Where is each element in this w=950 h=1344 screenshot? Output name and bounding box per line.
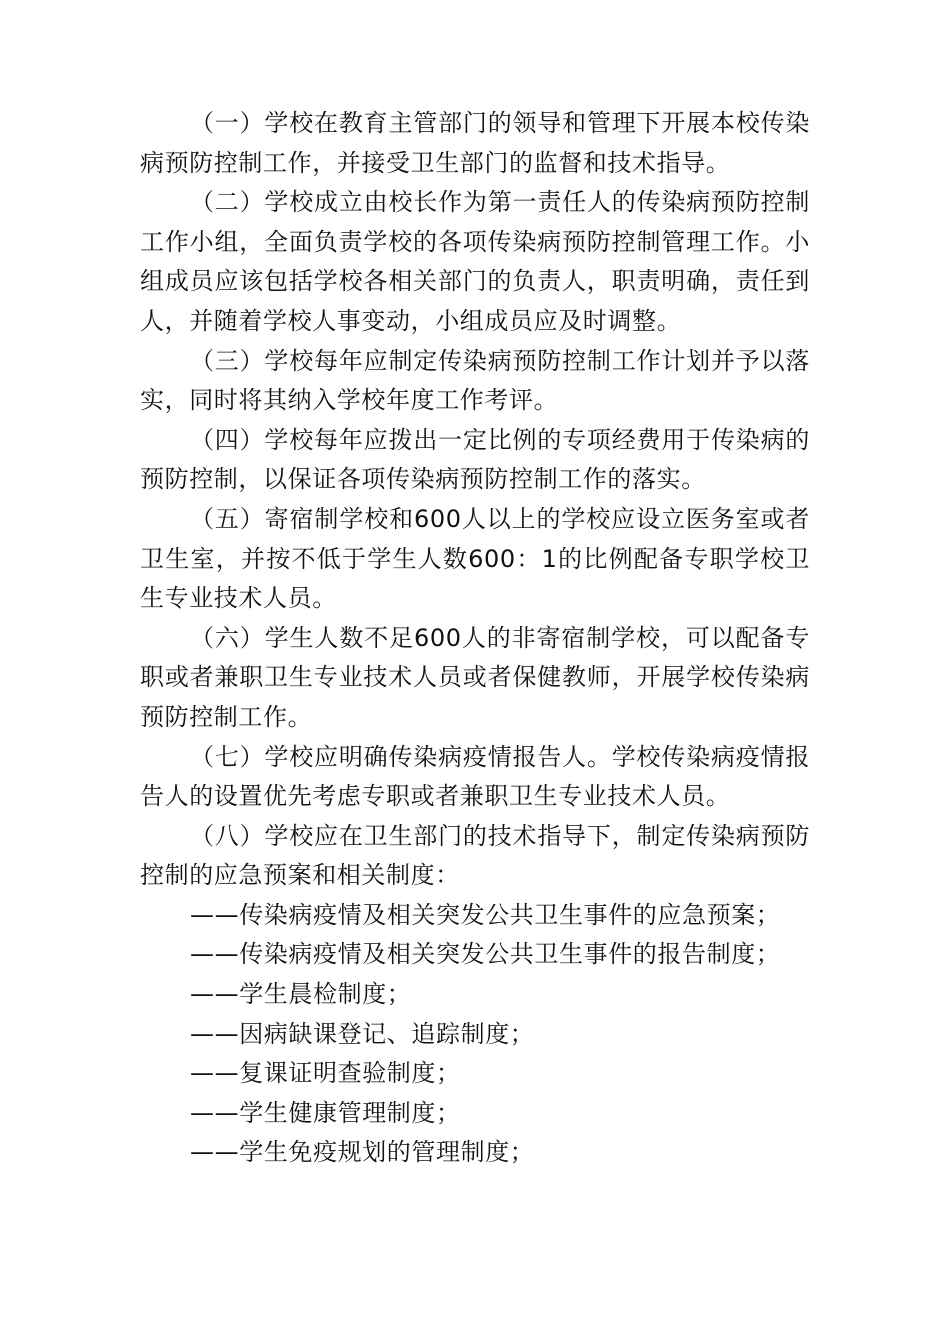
paragraph-5: （五）寄宿制学校和600人以上的学校应设立医务室或者卫生室，并按不低于学生人数600：1的比例配备专职学校卫生专业技术人员。	[140, 504, 810, 613]
paragraph-4: （四）学校每年应拨出一定比例的专项经费用于传染病的预防控制，以保证各项传染病预防控制工作的落实。	[140, 425, 810, 494]
list-item: ——学生晨检制度；	[190, 980, 412, 1009]
list-item: ——传染病疫情及相关突发公共卫生事件的应急预案；	[190, 900, 781, 929]
paragraph-2: （二）学校成立由校长作为第一责任人的传染病预防控制工作小组，全面负责学校的各项传染病预防控制管理工作。小组成员应该包括学校各相关部门的负责人，职责明确，责任到人，并随着学校人事变动，小组成员应及时调整。	[140, 188, 810, 335]
paragraph-7: （七）学校应明确传染病疫情报告人。学校传染病疫情报告人的设置优先考虑专职或者兼职卫生专业技术人员。	[140, 742, 810, 811]
paragraph-3: （三）学校每年应制定传染病预防控制工作计划并予以落实，同时将其纳入学校年度工作考评。	[140, 346, 810, 415]
list-item: ——学生免疫规划的管理制度；	[190, 1138, 535, 1167]
list-item: ——因病缺课登记、追踪制度；	[190, 1019, 535, 1048]
paragraph-8: （八）学校应在卫生部门的技术指导下，制定传染病预防控制的应急预案和相关制度：	[140, 821, 810, 890]
paragraph-1: （一）学校在教育主管部门的领导和管理下开展本校传染病预防控制工作，并接受卫生部门的监督和技术指导。	[140, 109, 810, 177]
regulation-list	[140, 896, 810, 1173]
paragraph-6: （六）学生人数不足600人的非寄宿制学校，可以配备专职或者兼职卫生专业技术人员或者保健教师，开展学校传染病预防控制工作。	[140, 623, 810, 731]
list-item: ——学生健康管理制度；	[190, 1098, 461, 1127]
document-body	[140, 104, 810, 1173]
list-item: ——传染病疫情及相关突发公共卫生事件的报告制度；	[190, 940, 781, 969]
list-item: ——复课证明查验制度；	[190, 1059, 461, 1088]
